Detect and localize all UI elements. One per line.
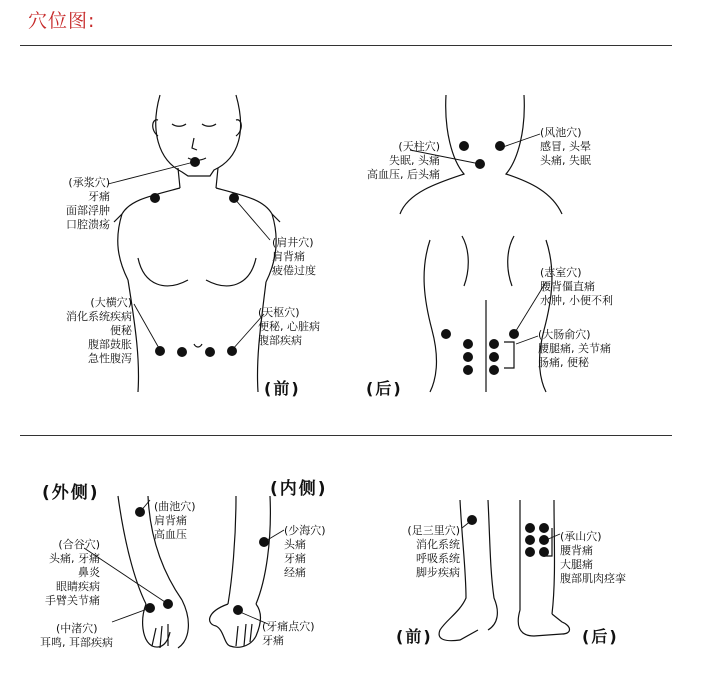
tianzhu-label: (天柱穴) 失眠, 头痛 高血压, 后头痛	[367, 140, 440, 181]
dachangshu-point-5	[463, 365, 473, 375]
chengshan-point-5	[525, 547, 535, 557]
dachangshu-point-1	[463, 339, 473, 349]
yatongdian-label: (牙痛点穴) 牙痛	[262, 620, 315, 647]
fengchi-point-left	[459, 141, 469, 151]
zhishi-label: (志室穴) 腰背僵直痛 水肿, 小便不利	[540, 266, 613, 307]
outer-side-label: (外侧)	[42, 483, 100, 503]
tianshu-label: (天枢穴) 便秘, 心脏病 腹部疾病	[258, 306, 320, 347]
hegu-point	[163, 599, 173, 609]
chengshan-point-6	[539, 547, 549, 557]
jianjing-label: (肩井穴) 肩背痛 疲倦过度	[272, 236, 316, 277]
dachangshu-point-4	[489, 352, 499, 362]
chengshan-label: (承山穴) 腰背痛 大腿痛 腹部肌肉痉挛	[560, 530, 626, 585]
shaohai-label: (少海穴) 头痛 牙痛 经痛	[284, 524, 326, 579]
tianshu-point-right	[205, 347, 215, 357]
page-title: 穴位图:	[28, 10, 96, 32]
daheng-point-right	[227, 346, 237, 356]
front-torso-figure	[114, 95, 280, 392]
zhishi-point-right	[509, 329, 519, 339]
tianshu-point-left	[177, 347, 187, 357]
yatongdian-point	[233, 605, 243, 615]
zhongzhu-point	[145, 603, 155, 613]
zusanli-label: (足三里穴) 消化系统 呼吸系统 脚步疾病	[407, 524, 460, 579]
leg-back-view-label: (后)	[582, 627, 619, 646]
zhongzhu-label: (中渚穴) 耳鸣, 耳部疾病	[40, 622, 113, 649]
front-view-label: (前)	[264, 379, 301, 398]
chengshan-point-2	[539, 523, 549, 533]
dachangshu-point-2	[489, 339, 499, 349]
acupoints	[135, 141, 549, 615]
dachangshu-point-6	[489, 365, 499, 375]
jianjing-point-right	[229, 193, 239, 203]
leg-front-view-label: (前)	[396, 627, 433, 646]
shaohai-point	[259, 537, 269, 547]
chengjiang-point	[190, 157, 200, 167]
chengshan-point-1	[525, 523, 535, 533]
inner-side-label: (内侧)	[270, 479, 328, 499]
daheng-label: (大横穴) 消化系统疾病 便秘 腹部鼓胀 急性腹泻	[66, 296, 132, 365]
fengchi-label: (风池穴) 感冒, 头晕 头痛, 失眠	[540, 126, 591, 167]
daheng-point-left	[155, 346, 165, 356]
tianzhu-point	[475, 159, 485, 169]
chengshan-point-3	[525, 535, 535, 545]
fengchi-point-right	[495, 141, 505, 151]
hegu-label: (合谷穴) 头痛, 牙痛 鼻炎 眼睛疾病 手臂关节痛	[45, 538, 100, 607]
zhishi-point-left	[441, 329, 451, 339]
chengshan-point-4	[539, 535, 549, 545]
back-view-label: (后)	[366, 379, 403, 398]
quchi-point	[135, 507, 145, 517]
zusanli-point	[467, 515, 477, 525]
jianjing-point-left	[150, 193, 160, 203]
chengjiang-label: (承浆穴) 牙痛 面部浮肿 口腔溃疡	[66, 176, 110, 231]
dachangshu-point-3	[463, 352, 473, 362]
dachangshu-label: (大肠俞穴) 腰腿痛, 关节痛 肠痛, 便秘	[538, 328, 611, 369]
quchi-label: (曲池穴) 肩背痛 高血压	[154, 500, 196, 541]
